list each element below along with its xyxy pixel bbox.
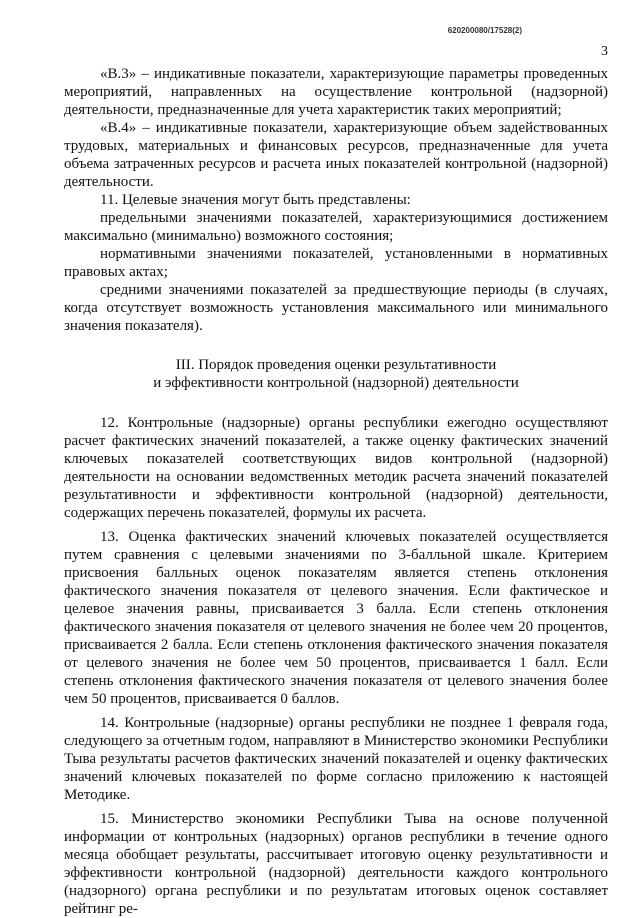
- document-registration-code: 620200080/17528(2): [447, 26, 522, 35]
- section-heading: [64, 335, 608, 414]
- paragraph-11-item-3: средними значениями показателей за предшествующие периоды (в случаях, когда отсутствует возможность установления максимального или минимального значения показателя).: [64, 282, 608, 334]
- paragraph-11: 11. Целевые значения могут быть представлены:: [100, 192, 411, 208]
- paragraph-14: 14. Контрольные (надзорные) органы республики не позднее 1 февраля года, следующего за отчетным годом, направляют в Министерство экономики Республики Тыва результаты расчетов фактических значений показателей и оценку фактических значений ключевых показателей по форме согласно приложению к настоящей Методике.: [64, 715, 608, 803]
- section-heading-line-1: III. Порядок проведения оценки результативности: [175, 357, 497, 373]
- paragraph-12: 12. Контрольные (надзорные) органы республики ежегодно осуществляют расчет фактических значений показателей, а также оценку фактических значений ключевых показателей соответствующих видов контрольной (надзорной) деятельности на основании ведомственных методик расчета значений показателей результативности и эффективности контрольной (надзорной) деятельности, содержащих перечень показателей, формулы их расчета.: [64, 415, 608, 521]
- page-number: 3: [601, 44, 608, 59]
- paragraph-15: 15. Министерство экономики Республики Тыва на основе полученной информации от контрольных (надзорных) органов республики в течение одного месяца обобщает результаты, рассчитывает итоговую оценку результативности и эффективности контрольной (надзорной) деятельности каждого контрольного (надзорного) органа республики и по результатам итоговых оценок составляет рейтинг ре-: [64, 811, 608, 917]
- paragraph-13: 13. Оценка фактических значений ключевых показателей осуществляется путем сравнения с целевыми значениями по 3-балльной шкале. Критерием присвоения балльных оценок показателям является степень отклонения фактического значения показателя от целевого значения. Если фактическое и целевое значения равны, присваивается 3 балла. Если степень отклонения фактического значения показателя от целевого значения не более чем 20 процентов, присваивается 2 балла. Если степень отклонения фактического значения показателя от целевого значения не более чем 50 процентов, присваивается 1 балл. Если степень отклонения фактического значения показателя от целевого значения более чем 50 процентов, присваивается 0 баллов.: [64, 529, 608, 707]
- section-heading-line-2: и эффективности контрольной (надзорной) деятельности: [153, 375, 519, 391]
- document-body: [64, 65, 608, 918]
- paragraph-11-item-2: нормативными значениями показателей, установленными в нормативных правовых актах;: [64, 246, 608, 280]
- paragraph-b3: «В.3» – индикативные показатели, характеризующие параметры проведенных мероприятий, направленных на осуществление контрольной (надзорной) деятельности, предназначенные для учета характеристик таких мероприятий;: [64, 66, 608, 118]
- paragraph-b4: «В.4» – индикативные показатели, характеризующие объем задействованных трудовых, материальных и финансовых ресурсов, предназначенные для учета объема затраченных ресурсов и расчета иных показателей контрольной (надзорной) деятельности.: [64, 120, 608, 190]
- paragraph-11-item-1: предельными значениями показателей, характеризующимися достижением максимально (минимально) возможного состояния;: [64, 210, 608, 244]
